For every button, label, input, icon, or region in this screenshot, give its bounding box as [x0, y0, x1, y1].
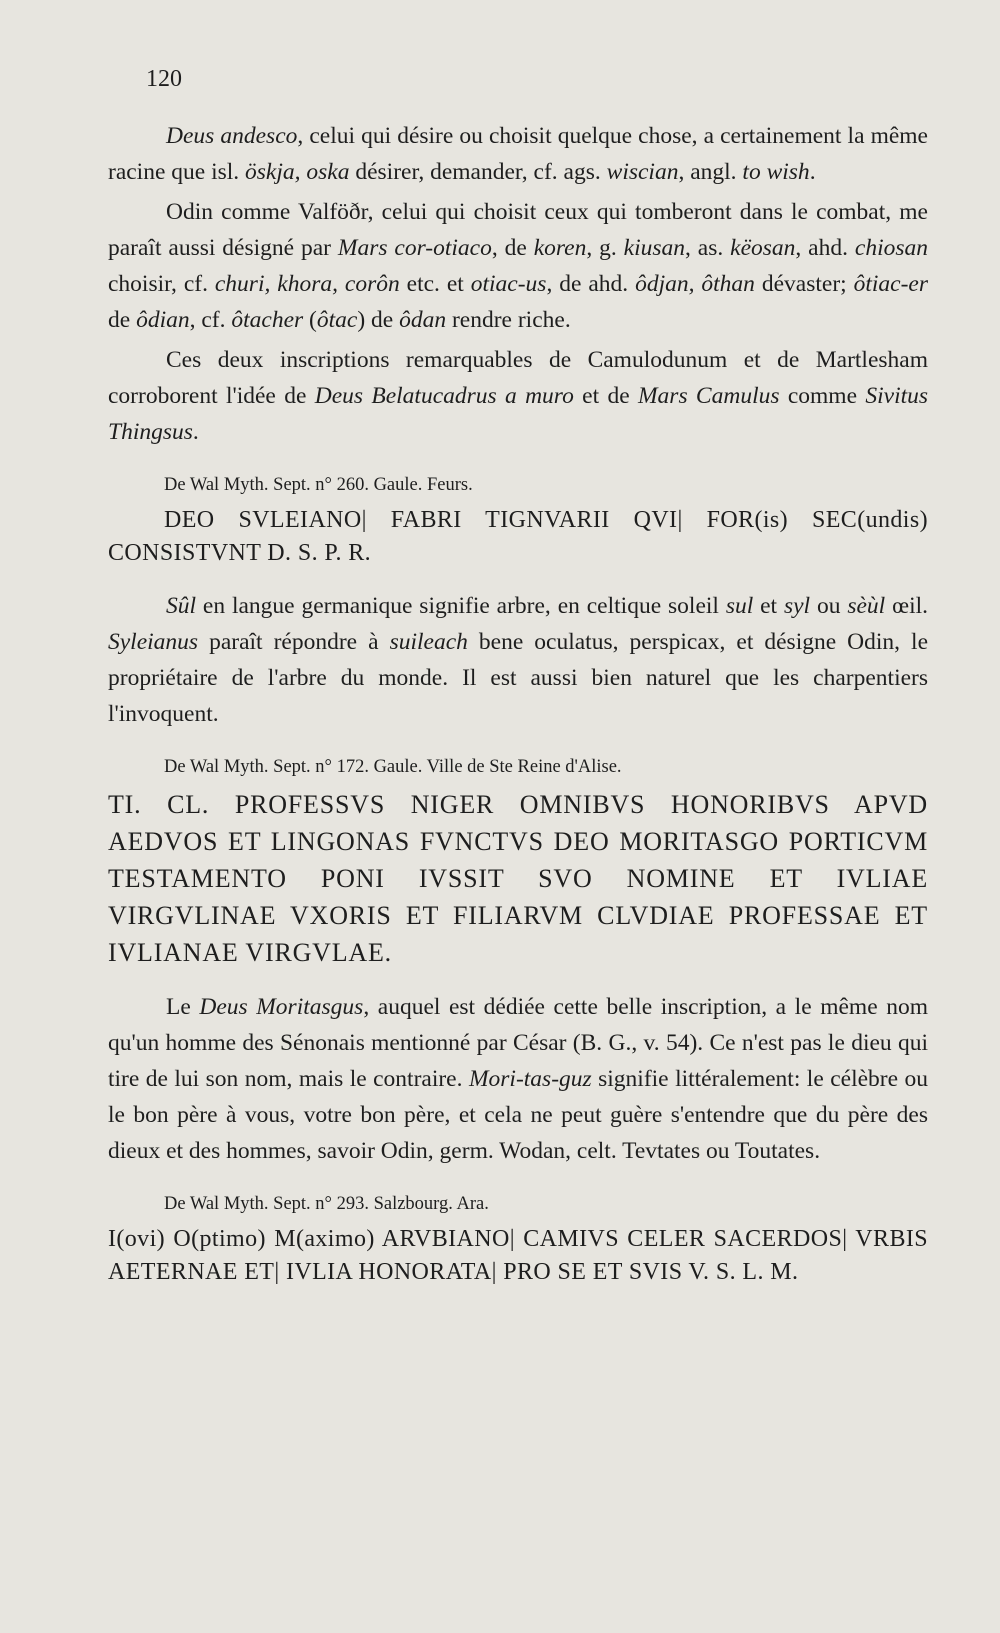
text-run: rendre riche.: [446, 307, 571, 333]
term: ôdian: [136, 307, 190, 333]
paragraph-moritasgus: [108, 989, 928, 1169]
inscription-alise: TI. CL. PROFESSVS NIGER OMNIBVS HONORIBVS APVD AEDVOS ET LINGONAS FVNCTVS DEO MORITASGO PORTICVM TESTAMENTO PONI IVSSIT SVO NOMINE ET IVLIAE VIRGVLINAE VXORIS ET FILIARVM CLVDIAE PROFESSAE ET IVLIANAE VIRGVLAE.: [108, 790, 928, 967]
text-run: .: [809, 159, 816, 185]
text-run: , cf.: [189, 307, 232, 333]
term: otiac-us: [470, 271, 547, 297]
text-run: comme: [779, 383, 866, 409]
term: Syleianus: [108, 629, 199, 655]
page-number: 120: [146, 66, 182, 92]
term: suileach: [389, 629, 468, 655]
paragraph-odin-valfodr: [108, 194, 928, 338]
term: Mars Camulus: [637, 383, 780, 409]
term: wiscian: [606, 159, 679, 185]
term: ôtacher: [231, 307, 304, 333]
term: ôtac: [316, 307, 358, 333]
term: Mori-tas-guz: [468, 1066, 592, 1092]
text-run: , de: [491, 235, 534, 261]
text-run: Ces deux inscriptions remarquables de Camulodunum et de Martlesham corroborent l'idée de: [108, 347, 928, 409]
text-run: ou: [810, 593, 848, 619]
text-run: désirer, demander, cf. ags.: [349, 159, 607, 185]
text-run: de: [108, 307, 137, 333]
term: syl: [783, 593, 811, 619]
term: ôdan: [399, 307, 447, 333]
text-run: signifie littéralement: le célèbre ou le bon père à vous, votre bon père, et cela ne peut guère s'entendre que du père des dieux et des hommes, savoir Odin, germ. Wodan, celt. Tevtates ou Toutates.: [108, 1066, 928, 1164]
text-run: Odin comme Valföðr, celui qui choisit ceux qui tomberont dans le combat, me paraît aussi désigné par: [108, 199, 928, 261]
reference-feurs: De Wal Myth. Sept. n° 260. Gaule. Feurs.: [164, 475, 473, 495]
text-run: , celui qui désire ou choisit quelque chose, a certainement la même racine que isl.: [108, 123, 928, 185]
text-run: , g.: [586, 235, 624, 261]
text-run: choisir, cf.: [108, 271, 215, 297]
text-run: œil.: [885, 593, 929, 619]
text-run: , ahd.: [795, 235, 855, 261]
text-run: bene oculatus, perspicax, et désigne Odin, le propriétaire de l'arbre du monde. Il est aussi bien naturel que les charpentiers l'invoquent.: [108, 629, 929, 727]
paragraph-deus-andesco: [108, 118, 928, 190]
term: Mars cor-otiaco: [337, 235, 492, 261]
text-run: dévaster;: [754, 271, 854, 297]
term: chiosan: [854, 235, 928, 261]
text-run: en langue germanique signifie arbre, en celtique soleil: [196, 593, 726, 619]
term: Deus Moritasgus: [199, 994, 364, 1020]
term: ôtiac-er: [853, 271, 928, 297]
paragraph-sul: [108, 588, 928, 732]
term: Sivitus Thingsus: [108, 383, 929, 445]
term: kiusan: [623, 235, 685, 261]
term: sul: [725, 593, 754, 619]
text-run: (: [303, 307, 317, 333]
text-run: Le: [166, 994, 200, 1020]
term: Deus Belatucadrus a muro: [314, 383, 574, 409]
text-run: , de ahd.: [546, 271, 636, 297]
term: koren: [533, 235, 587, 261]
term: Deus andesco: [166, 123, 298, 149]
paragraph-camulodunum: [108, 342, 928, 450]
term: Sûl: [166, 593, 197, 619]
text-run: paraît répondre à: [198, 629, 390, 655]
term: këosan: [730, 235, 796, 261]
term: churi, khora, corôn: [214, 271, 400, 297]
text-run: .: [192, 419, 199, 445]
text-run: et de: [573, 383, 638, 409]
reference-salzbourg: De Wal Myth. Sept. n° 293. Salzbourg. Ara.: [164, 1194, 489, 1214]
text-run: , as.: [685, 235, 731, 261]
text-run: et: [753, 593, 784, 619]
term: sèùl: [847, 593, 886, 619]
inscription-feurs: DEO SVLEIANO| FABRI TIGNVARII QVI| FOR(is) SEC(undis) CONSISTVNT D. S. P. R.: [108, 507, 928, 566]
term: öskja, oska: [245, 159, 350, 185]
text-run: , angl.: [678, 159, 743, 185]
reference-alise: De Wal Myth. Sept. n° 172. Gaule. Ville de Ste Reine d'Alise.: [164, 757, 622, 777]
text-run: ) de: [357, 307, 400, 333]
term: ôdjan, ôthan: [635, 271, 755, 297]
term: to wish: [742, 159, 810, 185]
text-run: , auquel est dédiée cette belle inscription, a le même nom qu'un homme des Sénonais mentionné par César (B. G., v. 54). Ce n'est pas le dieu qui tire de lui son nom, mais le contraire.: [108, 994, 928, 1092]
text-run: etc. et: [399, 271, 471, 297]
inscription-salzbourg: I(ovi) O(ptimo) M(aximo) ARVBIANO| CAMIVS CELER SACERDOS| VRBIS AETERNAE ET| IVLIA HONORATA| PRO SE ET SVIS V. S. L. M.: [108, 1226, 928, 1285]
text-column: [108, 118, 928, 1307]
